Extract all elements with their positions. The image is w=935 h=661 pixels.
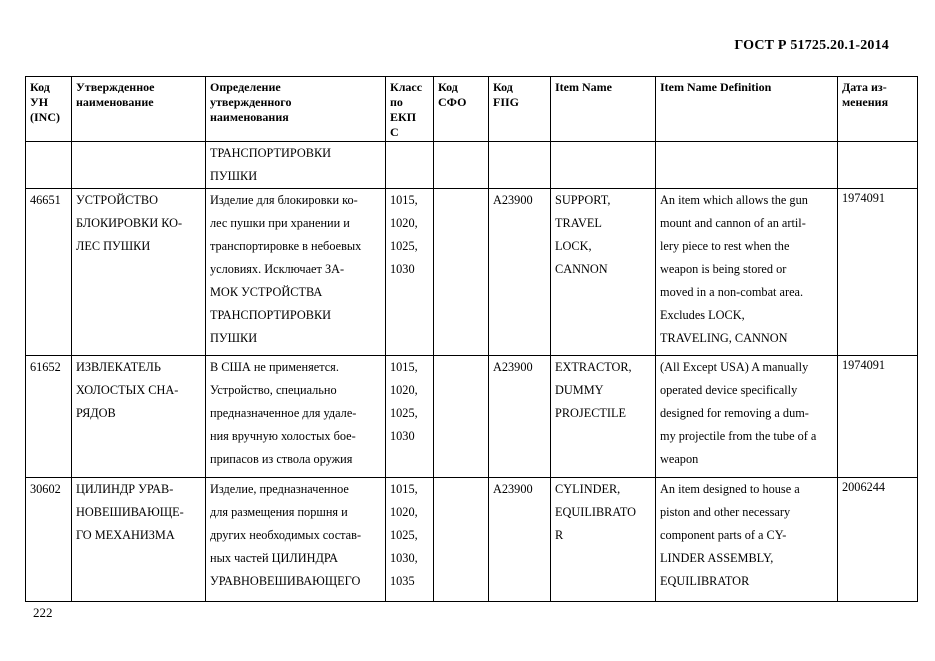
cell-text-line: 1015, bbox=[390, 193, 418, 207]
header-text-line: менения bbox=[842, 95, 889, 109]
cell-text-line: других необходимых состав- bbox=[210, 528, 362, 542]
cell-text-line: 1025, bbox=[390, 406, 418, 420]
cell-text-line: An item which allows the gun bbox=[660, 193, 808, 207]
cell-definition bbox=[206, 478, 386, 602]
cell-fiig bbox=[489, 478, 551, 602]
header-text-line: Код bbox=[438, 80, 458, 94]
cell-name bbox=[72, 356, 206, 478]
header-text-line: Утвержденное bbox=[76, 80, 155, 94]
header-text-line: С bbox=[390, 125, 399, 139]
cell-text-line: для размещения поршня и bbox=[210, 505, 348, 519]
cell-date bbox=[838, 189, 918, 356]
table-row bbox=[26, 142, 918, 189]
document-code: ГОСТ Р 51725.20.1-2014 bbox=[734, 38, 889, 53]
header-col-name bbox=[72, 77, 206, 142]
cell-text-line: РЯДОВ bbox=[76, 406, 116, 420]
cell-text-line: mount and cannon of an artil- bbox=[660, 216, 806, 230]
cell-fiig bbox=[489, 189, 551, 356]
cell-name bbox=[72, 142, 206, 189]
cell-fiig bbox=[489, 356, 551, 478]
cell-class bbox=[386, 356, 434, 478]
header-text-line: СФО bbox=[438, 95, 467, 109]
header-text-line: Item Name bbox=[555, 80, 612, 94]
cell-text-line: В США не применяется. bbox=[210, 360, 339, 374]
cell-text-line: лес пушки при хранении и bbox=[210, 216, 350, 230]
cell-text-line: EQUILIBRATO bbox=[555, 505, 637, 519]
table-row bbox=[26, 189, 918, 356]
header-col-fiig bbox=[489, 77, 551, 142]
cell-text-line: A23900 bbox=[493, 193, 533, 207]
header-col-item-def bbox=[656, 77, 838, 142]
header-text-line: FIIG bbox=[493, 95, 520, 109]
classification-table bbox=[25, 76, 918, 602]
cell-name bbox=[72, 478, 206, 602]
header-text-line: (INC) bbox=[30, 110, 60, 124]
cell-text-line: LOCK, bbox=[555, 239, 592, 253]
cell-text-line: A23900 bbox=[493, 360, 533, 374]
header-col-inc bbox=[26, 77, 72, 142]
cell-text-line: component parts of a CY- bbox=[660, 528, 787, 542]
cell-text-line: ЦИЛИНДР УРАВ- bbox=[76, 482, 174, 496]
cell-text-line: 61652 bbox=[30, 360, 61, 374]
header-col-definition bbox=[206, 77, 386, 142]
cell-text-line: Устройство, специально bbox=[210, 383, 337, 397]
cell-item-name bbox=[551, 356, 656, 478]
cell-text-line: 1020, bbox=[390, 216, 418, 230]
cell-class bbox=[386, 189, 434, 356]
cell-text-line: R bbox=[555, 528, 564, 542]
cell-text-line: 1030 bbox=[390, 429, 415, 443]
cell-text-line: EXTRACTOR, bbox=[555, 360, 632, 374]
cell-definition bbox=[206, 142, 386, 189]
cell-text-line: EQUILIBRATOR bbox=[660, 574, 750, 588]
cell-text-line: 1025, bbox=[390, 528, 418, 542]
cell-sfo bbox=[434, 189, 489, 356]
header-text-line: ЕКП bbox=[390, 110, 417, 124]
header-text-line: Item Name Definition bbox=[660, 80, 772, 94]
cell-sfo bbox=[434, 142, 489, 189]
cell-text-line: ПУШКИ bbox=[210, 169, 258, 183]
cell-text-line: lery piece to rest when the bbox=[660, 239, 790, 253]
cell-text-line: ТРАНСПОРТИРОВКИ bbox=[210, 146, 332, 160]
cell-text-line: предназначенное для удале- bbox=[210, 406, 357, 420]
cell-text-line: ПУШКИ bbox=[210, 331, 258, 345]
cell-text-line: 1030, bbox=[390, 551, 418, 565]
cell-definition bbox=[206, 356, 386, 478]
cell-text-line: TRAVELING, CANNON bbox=[660, 331, 788, 345]
cell-text-line: ния вручную холостых бое- bbox=[210, 429, 356, 443]
cell-text-line: 1030 bbox=[390, 262, 415, 276]
header-text-line: Код bbox=[493, 80, 513, 94]
cell-text-line: БЛОКИРОВКИ КО- bbox=[76, 216, 183, 230]
cell-date bbox=[838, 356, 918, 478]
cell-text-line: 1015, bbox=[390, 482, 418, 496]
cell-text-line: Изделие, предназначенное bbox=[210, 482, 349, 496]
cell-text-line: УРАВНОВЕШИВАЮЩЕГО bbox=[210, 574, 361, 588]
cell-text-line: 1020, bbox=[390, 505, 418, 519]
cell-item-name bbox=[551, 189, 656, 356]
cell-sfo bbox=[434, 356, 489, 478]
cell-item-def bbox=[656, 356, 838, 478]
cell-text-line: 1974091 bbox=[842, 191, 886, 205]
cell-text-line: припасов из ствола оружия bbox=[210, 452, 353, 466]
cell-text-line: ТРАНСПОРТИРОВКИ bbox=[210, 308, 332, 322]
cell-text-line: weapon is being stored or bbox=[660, 262, 787, 276]
table-row bbox=[26, 356, 918, 478]
cell-fiig bbox=[489, 142, 551, 189]
cell-item-def bbox=[656, 142, 838, 189]
cell-name bbox=[72, 189, 206, 356]
cell-inc bbox=[26, 478, 72, 602]
cell-text-line: CANNON bbox=[555, 262, 608, 276]
cell-text-line: Изделие для блокировки ко- bbox=[210, 193, 358, 207]
cell-item-def bbox=[656, 478, 838, 602]
cell-sfo bbox=[434, 478, 489, 602]
header-text-line: УН bbox=[30, 95, 49, 109]
cell-text-line: designed for removing a dum- bbox=[660, 406, 809, 420]
cell-text-line: operated device specifically bbox=[660, 383, 798, 397]
cell-item-name bbox=[551, 478, 656, 602]
cell-text-line: Excludes LOCK, bbox=[660, 308, 745, 322]
table-row bbox=[26, 478, 918, 602]
cell-text-line: DUMMY bbox=[555, 383, 604, 397]
cell-text-line: LINDER ASSEMBLY, bbox=[660, 551, 774, 565]
cell-text-line: 30602 bbox=[30, 482, 61, 496]
cell-text-line: An item designed to house a bbox=[660, 482, 800, 496]
cell-text-line: 2006244 bbox=[842, 480, 886, 494]
cell-item-def bbox=[656, 189, 838, 356]
cell-text-line: PROJECTILE bbox=[555, 406, 627, 420]
cell-text-line: A23900 bbox=[493, 482, 533, 496]
cell-text-line: 1974091 bbox=[842, 358, 886, 372]
table-header-row bbox=[26, 77, 918, 142]
cell-text-line: piston and other necessary bbox=[660, 505, 791, 519]
cell-text-line: НОВЕШИВАЮЩЕ- bbox=[76, 505, 184, 519]
cell-text-line: CYLINDER, bbox=[555, 482, 621, 496]
table-body bbox=[26, 142, 918, 602]
cell-text-line: ХОЛОСТЫХ СНА- bbox=[76, 383, 179, 397]
header-text-line: Определение bbox=[210, 80, 281, 94]
cell-text-line: условиях. Исключает ЗА- bbox=[210, 262, 345, 276]
cell-inc bbox=[26, 189, 72, 356]
cell-text-line: транспортировке в небоевых bbox=[210, 239, 362, 253]
cell-text-line: weapon bbox=[660, 452, 699, 466]
cell-text-line: 46651 bbox=[30, 193, 61, 207]
page-number: 222 bbox=[33, 605, 53, 620]
cell-text-line: 1020, bbox=[390, 383, 418, 397]
cell-text-line: 1015, bbox=[390, 360, 418, 374]
cell-text-line: moved in a non-combat area. bbox=[660, 285, 804, 299]
header-text-line: Дата из- bbox=[842, 80, 887, 94]
cell-class bbox=[386, 478, 434, 602]
header-col-date bbox=[838, 77, 918, 142]
cell-date bbox=[838, 142, 918, 189]
cell-item-name bbox=[551, 142, 656, 189]
header-text-line: наименования bbox=[210, 110, 289, 124]
header-text-line: Код bbox=[30, 80, 50, 94]
cell-text-line: my projectile from the tube of a bbox=[660, 429, 817, 443]
cell-text-line: УСТРОЙСТВО bbox=[76, 193, 158, 207]
cell-text-line: ЛЕС ПУШКИ bbox=[76, 239, 151, 253]
cell-class bbox=[386, 142, 434, 189]
cell-text-line: ных частей ЦИЛИНДРА bbox=[210, 551, 339, 565]
cell-text-line: (All Except USA) A manually bbox=[660, 360, 809, 374]
header-text-line: Класс bbox=[390, 80, 423, 94]
cell-date bbox=[838, 478, 918, 602]
header-text-line: наименование bbox=[76, 95, 154, 109]
cell-inc bbox=[26, 356, 72, 478]
cell-text-line: 1025, bbox=[390, 239, 418, 253]
cell-inc bbox=[26, 142, 72, 189]
header-text-line: по bbox=[390, 95, 403, 109]
header-col-class bbox=[386, 77, 434, 142]
header-col-item-name bbox=[551, 77, 656, 142]
cell-text-line: МОК УСТРОЙСТВА bbox=[210, 285, 323, 299]
header-text-line: утвержденного bbox=[210, 95, 292, 109]
cell-text-line: SUPPORT, bbox=[555, 193, 611, 207]
cell-text-line: 1035 bbox=[390, 574, 415, 588]
cell-text-line: ГО МЕХАНИЗМА bbox=[76, 528, 175, 542]
cell-text-line: TRAVEL bbox=[555, 216, 602, 230]
header-col-sfo bbox=[434, 77, 489, 142]
cell-definition bbox=[206, 189, 386, 356]
cell-text-line: ИЗВЛЕКАТЕЛЬ bbox=[76, 360, 161, 374]
